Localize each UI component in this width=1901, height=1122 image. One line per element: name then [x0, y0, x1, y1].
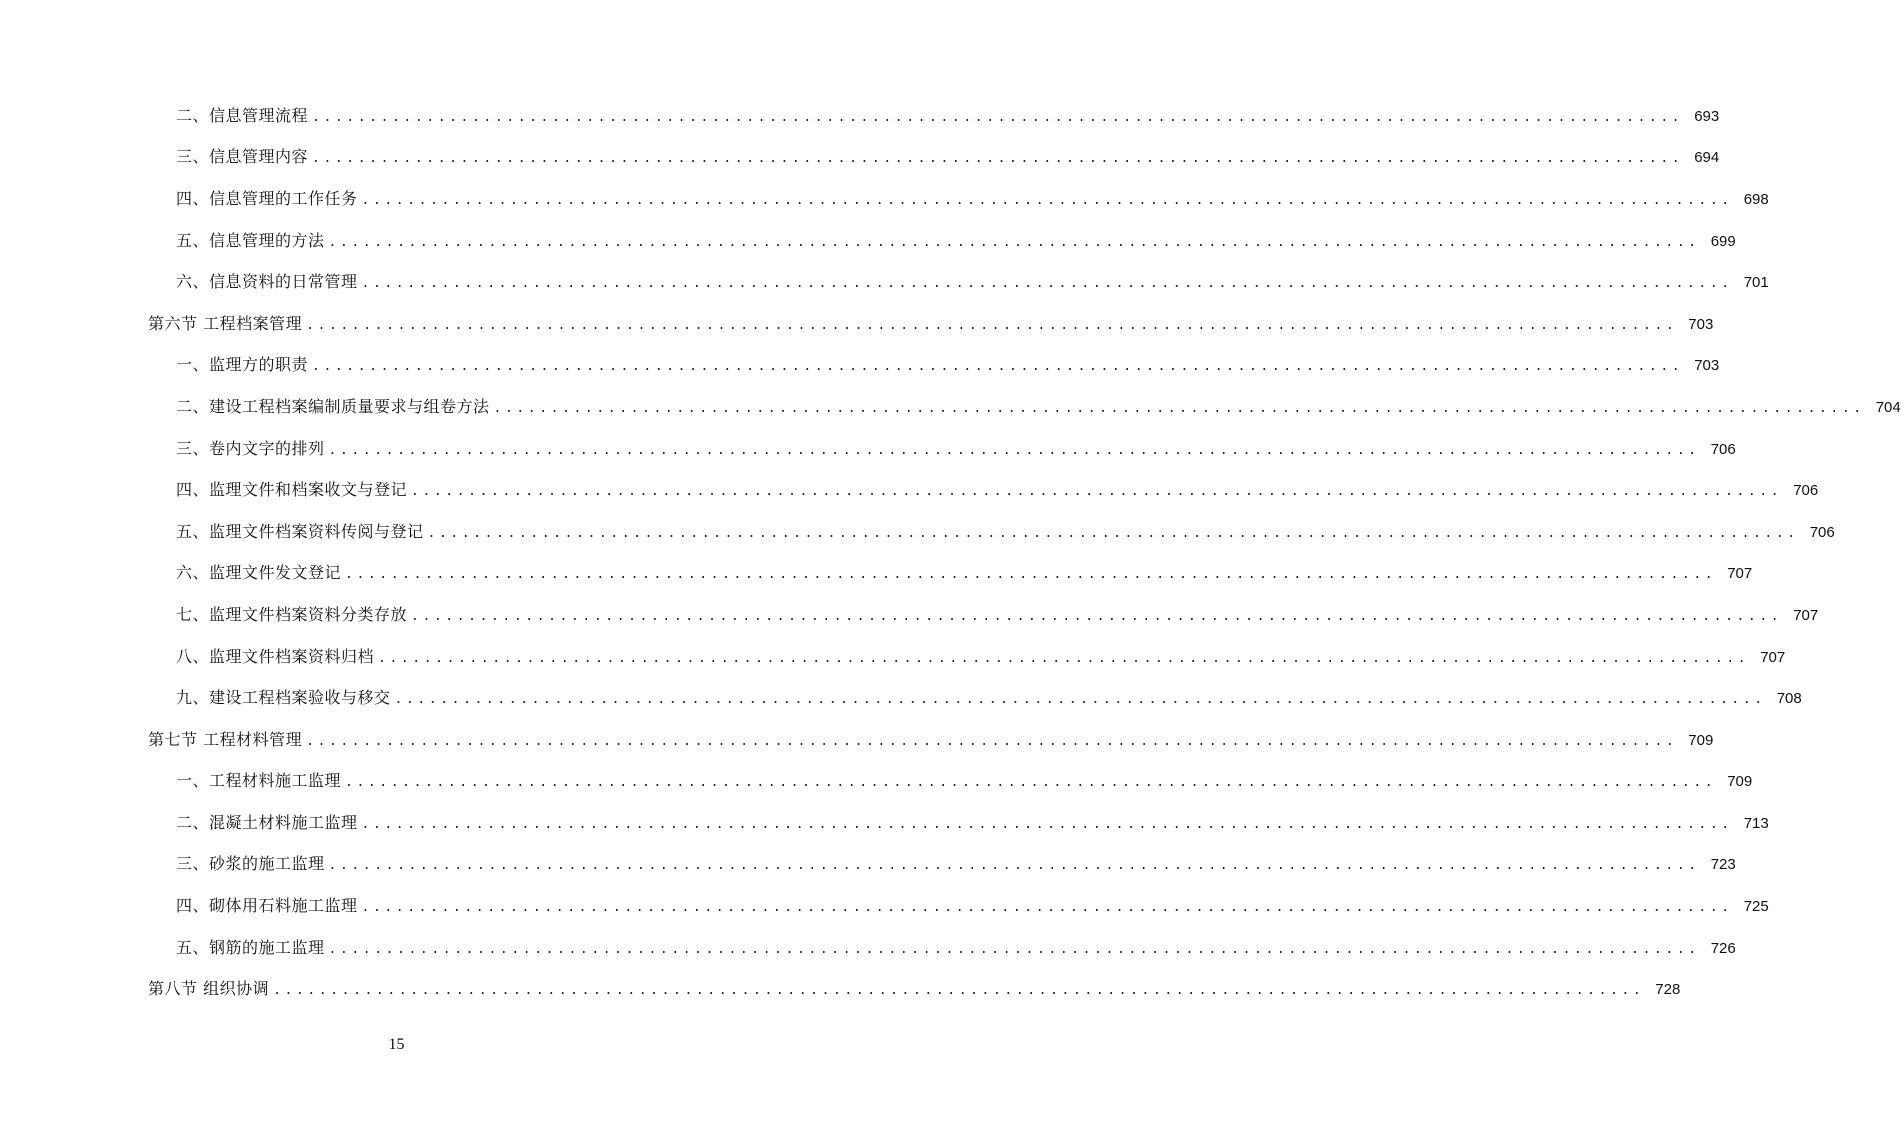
toc-dot-leader: ........................................................................................................................: [493, 400, 1865, 416]
toc-dot-leader: ........................................................................................................................: [328, 442, 1700, 458]
toc-section-row: [0, 304, 1714, 346]
toc-dot-leader: ........................................................................................................................: [312, 151, 1684, 167]
toc-dot-leader: ........................................................................................................................: [312, 109, 1684, 125]
toc-entry-title: 三、卷内文字的排列: [176, 438, 325, 458]
toc-entry-title: 第八节 组织协调: [148, 979, 270, 999]
toc-entry-title: 一、工程材料施工监理: [176, 771, 342, 791]
toc-entry: [176, 230, 1736, 253]
toc-page-number: 706: [1793, 482, 1819, 500]
toc-page-number: 709: [1727, 773, 1753, 791]
toc-item-row: [0, 346, 1720, 388]
toc-entry: [176, 438, 1736, 461]
toc-item-row: [0, 221, 1736, 263]
toc-section-row: [0, 720, 1714, 762]
toc-entry: [176, 563, 1753, 585]
toc-item-row: [0, 595, 1819, 637]
toc-page-number: 723: [1710, 856, 1736, 874]
toc-entry-title: 一、监理方的职责: [176, 355, 309, 375]
toc-item-row: [0, 138, 1720, 180]
toc-item-row: [0, 678, 1802, 720]
toc-entry: [176, 854, 1736, 876]
toc-entry-title: 六、监理文件发文登记: [176, 563, 342, 583]
toc-page-number: 725: [1743, 898, 1769, 916]
toc-page-number: 699: [1710, 232, 1736, 250]
toc-entry-title: 六、信息资料的日常管理: [176, 272, 358, 292]
toc-dot-leader: ........................................................................................................................: [328, 234, 1700, 250]
toc-item-row: [0, 470, 1819, 512]
toc-dot-leader: ........................................................................................................................: [361, 900, 1733, 916]
toc-entry-title: 五、监理文件档案资料传阅与登记: [176, 521, 424, 541]
toc-page-number: 694: [1694, 149, 1720, 167]
toc-entry-title: 五、信息管理的方法: [176, 230, 325, 250]
toc-entry-title: 二、信息管理流程: [176, 105, 309, 125]
toc-entry: [176, 480, 1819, 502]
toc-entry: [148, 979, 1681, 1001]
toc-page-number: 709: [1688, 731, 1714, 749]
toc-item-row: [0, 554, 1753, 596]
toc-dot-leader: ........................................................................................................................: [411, 484, 1783, 500]
table-of-contents: [0, 96, 1901, 1011]
toc-dot-leader: ........................................................................................................................: [306, 733, 1678, 749]
toc-entry-title: 四、监理文件和档案收文与登记: [176, 480, 408, 500]
toc-entry: [148, 729, 1714, 752]
toc-entry: [176, 188, 1769, 211]
toc-page-number: 698: [1743, 190, 1769, 208]
toc-page-number: 701: [1743, 274, 1769, 292]
toc-entry-title: 四、信息管理的工作任务: [176, 188, 358, 208]
toc-page-number: 707: [1727, 565, 1753, 583]
toc-entry-title: 八、监理文件档案资料归档: [176, 646, 375, 666]
toc-page-number: 713: [1743, 814, 1769, 832]
toc-page-number: 728: [1655, 981, 1681, 999]
toc-entry-title: 第六节 工程档案管理: [148, 313, 303, 333]
toc-entry: [176, 396, 1901, 419]
toc-page-number: 704: [1875, 398, 1901, 416]
toc-dot-leader: ........................................................................................................................: [378, 650, 1750, 666]
toc-entry-title: 三、砂浆的施工监理: [176, 854, 325, 874]
toc-entry: [176, 105, 1720, 128]
toc-dot-leader: ........................................................................................................................: [306, 317, 1678, 333]
toc-dot-leader: ........................................................................................................................: [361, 192, 1733, 208]
toc-dot-leader: ........................................................................................................................: [312, 359, 1684, 375]
toc-entry-title: 四、砌体用石料施工监理: [176, 896, 358, 916]
toc-entry-title: 二、混凝土材料施工监理: [176, 812, 358, 832]
toc-dot-leader: ........................................................................................................................: [345, 567, 1717, 583]
toc-dot-leader: ........................................................................................................................: [328, 941, 1700, 957]
toc-entry: [176, 812, 1769, 835]
toc-dot-leader: ........................................................................................................................: [361, 816, 1733, 832]
toc-section-row: [0, 969, 1681, 1011]
toc-entry-title: 第七节 工程材料管理: [148, 729, 303, 749]
toc-entry: [176, 771, 1753, 793]
toc-page-number: 703: [1688, 315, 1714, 333]
toc-entry: [176, 937, 1736, 960]
toc-dot-leader: ........................................................................................................................: [427, 525, 1799, 541]
toc-dot-leader: ........................................................................................................................: [345, 775, 1717, 791]
toc-dot-leader: ........................................................................................................................: [411, 608, 1783, 624]
toc-dot-leader: ........................................................................................................................: [394, 692, 1766, 708]
toc-item-row: [0, 429, 1736, 471]
toc-page-number: 706: [1809, 523, 1835, 541]
toc-page-number: 693: [1694, 107, 1720, 125]
toc-entry-title: 二、建设工程档案编制质量要求与组卷方法: [176, 396, 490, 416]
toc-entry: [176, 688, 1802, 710]
toc-entry: [176, 147, 1720, 169]
toc-item-row: [0, 387, 1901, 429]
toc-item-row: [0, 762, 1753, 804]
toc-entry: [176, 646, 1786, 669]
toc-item-row: [0, 928, 1736, 970]
toc-item-row: [0, 179, 1769, 221]
toc-entry-title: 七、监理文件档案资料分类存放: [176, 604, 408, 624]
toc-page-number: 726: [1710, 939, 1736, 957]
toc-item-row: [0, 637, 1786, 679]
toc-page-number: 707: [1760, 648, 1786, 666]
toc-entry-title: 九、建设工程档案验收与移交: [176, 688, 391, 708]
page-number: 15: [388, 1036, 405, 1053]
toc-page-number: 706: [1710, 440, 1736, 458]
toc-item-row: [0, 96, 1720, 138]
toc-entry-title: 五、钢筋的施工监理: [176, 937, 325, 957]
toc-page-number: 708: [1776, 690, 1802, 708]
toc-item-row: [0, 886, 1769, 928]
toc-item-row: [0, 262, 1769, 304]
toc-entry: [148, 313, 1714, 336]
toc-entry-title: 三、信息管理内容: [176, 147, 309, 167]
toc-entry: [176, 896, 1769, 918]
toc-entry: [176, 355, 1720, 377]
toc-item-row: [0, 512, 1835, 554]
toc-dot-leader: ........................................................................................................................: [361, 276, 1733, 292]
toc-entry: [176, 604, 1819, 627]
toc-dot-leader: ........................................................................................................................: [328, 858, 1700, 874]
toc-entry: [176, 521, 1835, 544]
toc-item-row: [0, 803, 1769, 845]
toc-entry: [176, 272, 1769, 294]
toc-page-number: 707: [1793, 606, 1819, 624]
toc-dot-leader: ........................................................................................................................: [273, 983, 1645, 999]
toc-item-row: [0, 845, 1736, 887]
toc-page-number: 703: [1694, 357, 1720, 375]
